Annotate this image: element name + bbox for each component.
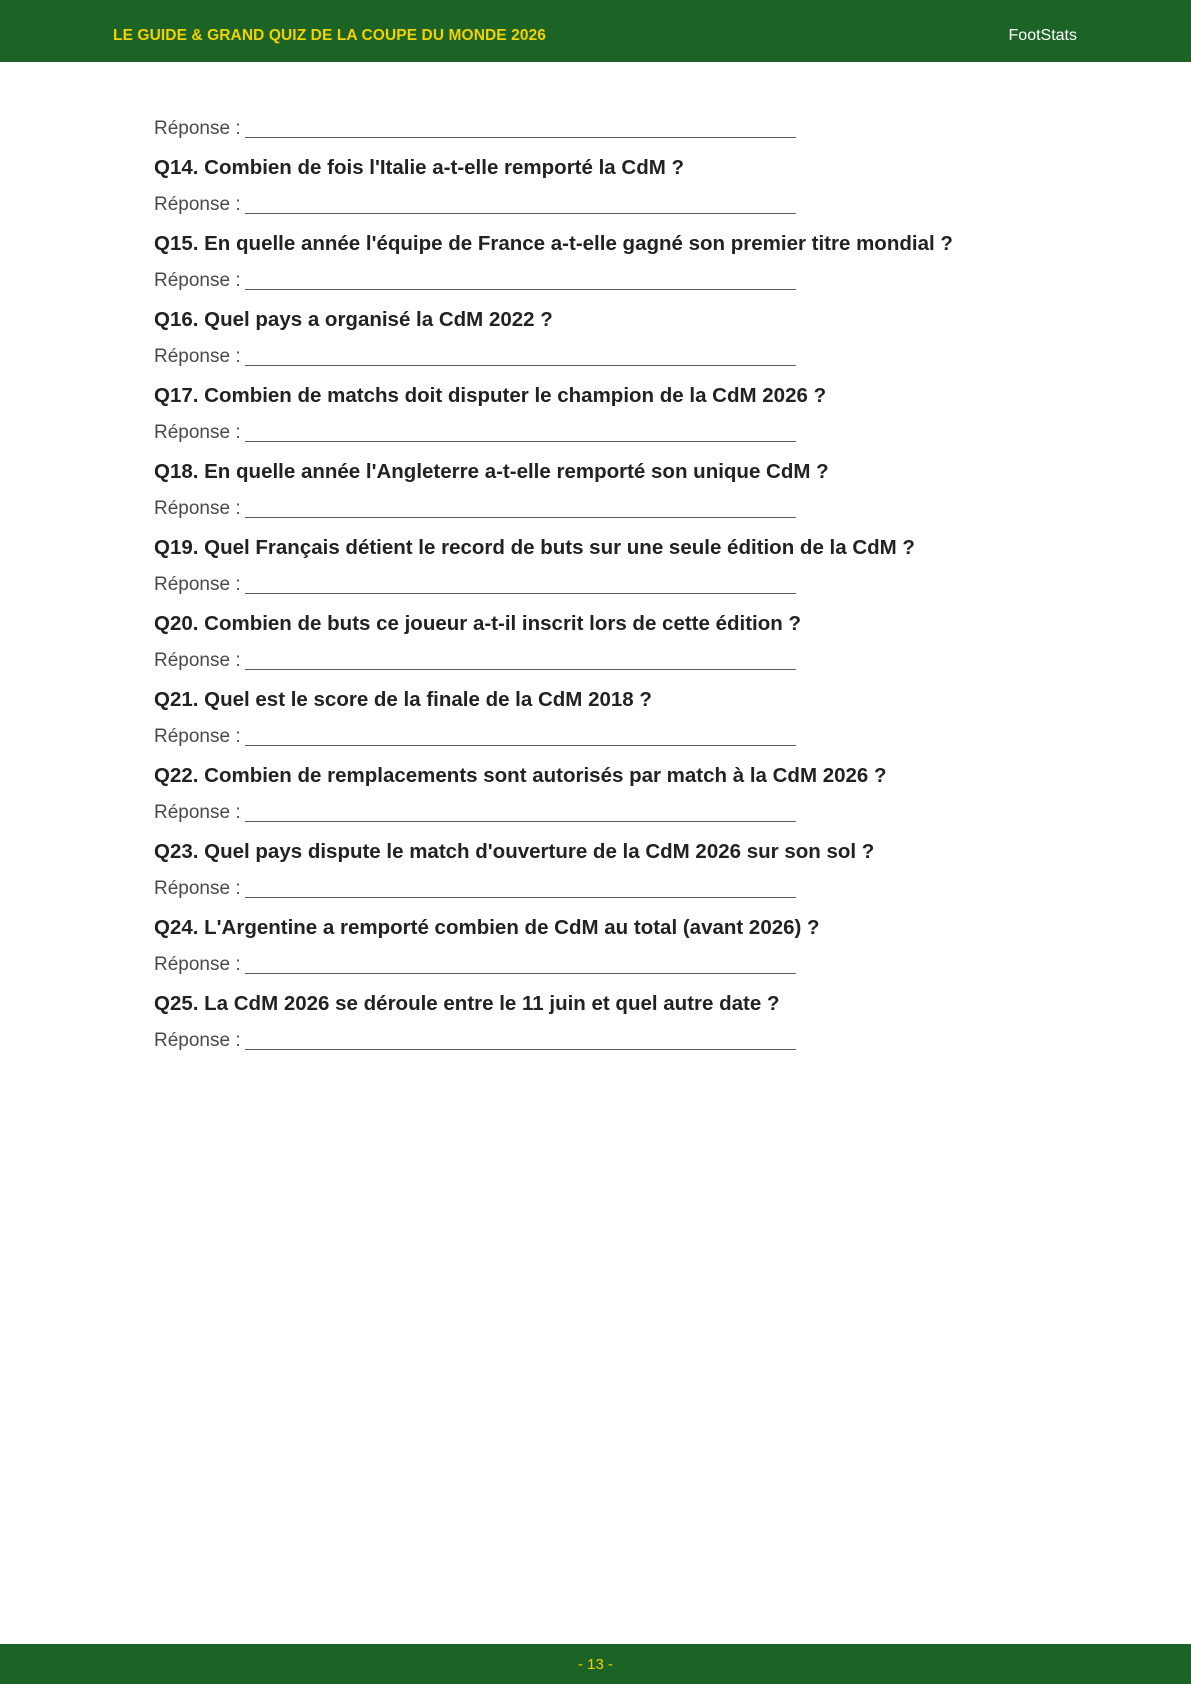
question-q19: Q19. Quel Français détient le record de buts sur une seule édition de la CdM ? — [154, 536, 915, 559]
question-q16: Q16. Quel pays a organisé la CdM 2022 ? — [154, 308, 553, 331]
answer-label: Réponse : — [154, 346, 241, 367]
answer-line-q23[interactable] — [154, 875, 796, 900]
document-title: LE GUIDE & GRAND QUIZ DE LA COUPE DU MONDE 2026 — [113, 27, 547, 44]
question-q24: Q24. L'Argentine a remporté combien de CdM au total (avant 2026) ? — [154, 916, 820, 939]
answer-blank[interactable] — [245, 575, 796, 594]
answer-line-q20[interactable] — [154, 647, 796, 672]
question-q14: Q14. Combien de fois l'Italie a-t-elle remporté la CdM ? — [154, 156, 685, 179]
answer-blank[interactable] — [245, 727, 796, 746]
answer-label: Réponse : — [154, 650, 241, 671]
answer-blank[interactable] — [245, 195, 796, 214]
question-q15: Q15. En quelle année l'équipe de France a-t-elle gagné son premier titre mondial ? — [154, 232, 953, 255]
answer-label: Réponse : — [154, 498, 241, 519]
answer-line-q24[interactable] — [154, 951, 796, 976]
question-q25: Q25. La CdM 2026 se déroule entre le 11 juin et quel autre date ? — [154, 992, 780, 1015]
answer-line-q18[interactable] — [154, 495, 796, 520]
answer-line-q15[interactable] — [154, 267, 796, 292]
answer-label: Réponse : — [154, 954, 241, 975]
answer-line-q19[interactable] — [154, 571, 796, 596]
page-header — [0, 0, 1191, 62]
question-q20: Q20. Combien de buts ce joueur a-t-il inscrit lors de cette édition ? — [154, 612, 802, 635]
answer-blank[interactable] — [245, 955, 796, 974]
answer-label: Réponse : — [154, 194, 241, 215]
answer-label: Réponse : — [154, 574, 241, 595]
page-footer — [0, 1644, 1191, 1684]
answer-line-q13[interactable] — [154, 115, 796, 140]
question-q23: Q23. Quel pays dispute le match d'ouverture de la CdM 2026 sur son sol ? — [154, 840, 875, 863]
question-q18: Q18. En quelle année l'Angleterre a-t-elle remporté son unique CdM ? — [154, 460, 829, 483]
question-q21: Q21. Quel est le score de la finale de la CdM 2018 ? — [154, 688, 652, 711]
brand-name: FootStats — [1008, 27, 1077, 44]
answer-blank[interactable] — [245, 1031, 796, 1050]
answer-blank[interactable] — [245, 651, 796, 670]
page-number: - 13 - — [577, 1656, 613, 1673]
answer-line-q21[interactable] — [154, 723, 796, 748]
answer-label: Réponse : — [154, 878, 241, 899]
answer-label: Réponse : — [154, 726, 241, 747]
answer-label: Réponse : — [154, 802, 241, 823]
answer-label: Réponse : — [154, 1030, 241, 1051]
answer-label: Réponse : — [154, 118, 241, 139]
answer-blank[interactable] — [245, 803, 796, 822]
answer-line-q22[interactable] — [154, 799, 796, 824]
answer-blank[interactable] — [245, 423, 796, 442]
question-q22: Q22. Combien de remplacements sont autorisés par match à la CdM 2026 ? — [154, 764, 887, 787]
answer-blank[interactable] — [245, 879, 796, 898]
answer-line-q16[interactable] — [154, 343, 796, 368]
answer-line-q25[interactable] — [154, 1027, 796, 1052]
question-q17: Q17. Combien de matchs doit disputer le champion de la CdM 2026 ? — [154, 384, 827, 407]
answer-line-q17[interactable] — [154, 419, 796, 444]
answer-blank[interactable] — [245, 119, 796, 138]
answer-label: Réponse : — [154, 270, 241, 291]
answer-line-q14[interactable] — [154, 191, 796, 216]
answer-blank[interactable] — [245, 499, 796, 518]
answer-blank[interactable] — [245, 347, 796, 366]
answer-blank[interactable] — [245, 271, 796, 290]
answer-label: Réponse : — [154, 422, 241, 443]
